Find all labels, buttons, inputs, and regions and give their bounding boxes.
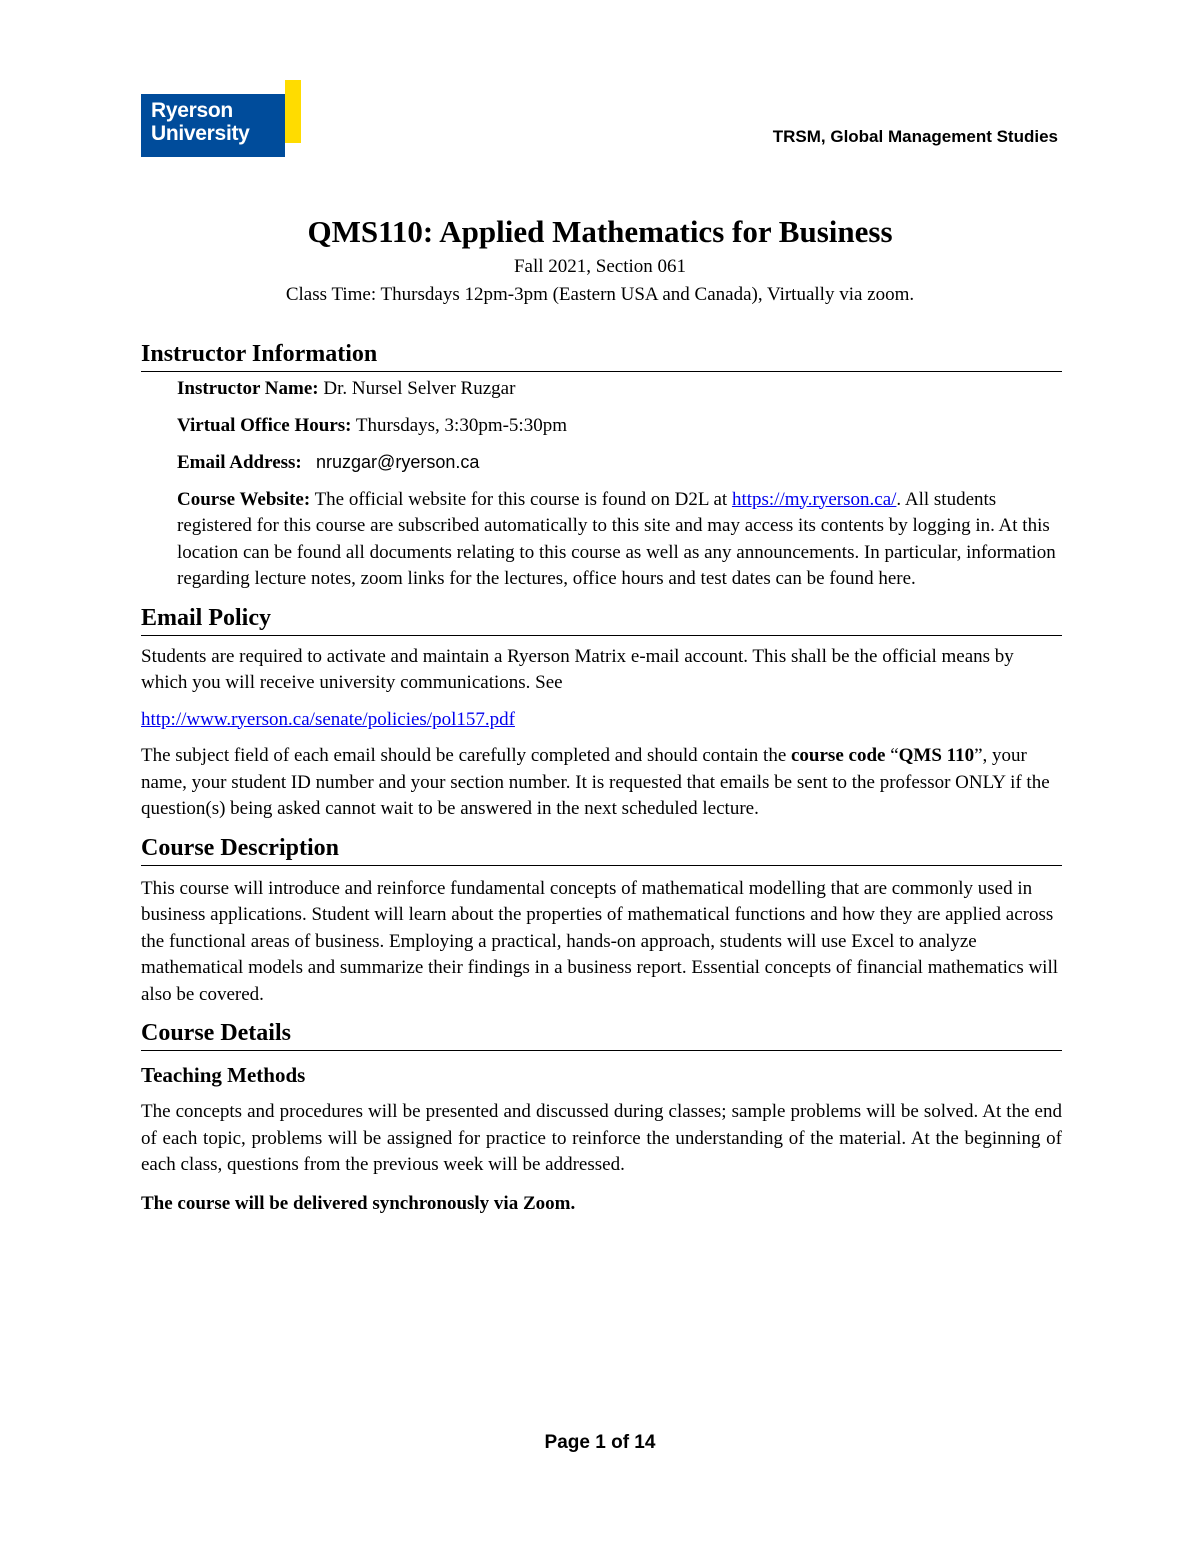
instructor-name [177, 376, 1062, 403]
class-time: Class Time: Thursdays 12pm-3pm (Eastern USA and Canada), Virtually via zoom. [285, 284, 915, 305]
zoom-delivery-note: The course will be delivered synchronously via Zoom. [141, 1192, 576, 1214]
website-text-2: . All students registered for this course are subscribed automatically to this site and may access its contents by logging in. At this location can be found all documents relating to this course as well as any announcements. In particular, information regarding lecture notes, zoom links for the lectures, office hours and test dates can be found here. [177, 488, 1056, 589]
logo-text [151, 99, 250, 145]
email-policy-para1: Students are required to activate and maintain a Ryerson Matrix e-mail account. This shall be the official means by which you will receive university communications. See [141, 645, 1014, 693]
para2-text-b: “ [885, 745, 899, 766]
logo-line-1: Ryerson [151, 99, 233, 122]
instructor-name-value: Dr. Nursel Selver Ruzgar [318, 378, 516, 399]
instructor-name-label: Instructor Name: [177, 378, 319, 399]
email-policy-para2 [141, 743, 1062, 823]
course-details-heading: Course Details [141, 1018, 1062, 1051]
course-website [177, 487, 1062, 593]
office-hours [177, 413, 1062, 440]
term-section: Fall 2021, Section 061 [513, 256, 687, 277]
email-policy-heading: Email Policy [141, 603, 1062, 636]
para2-qms-code: QMS 110 [898, 745, 975, 766]
para2-text-c: ”, your name, your student ID number and your section number. It is requested that emails be sent to the professor ONLY if the question(s) being asked cannot wait to be answered in the next scheduled lecture. [141, 745, 1050, 819]
policy-link[interactable]: http://www.ryerson.ca/senate/policies/pol157.pdf [141, 708, 515, 730]
office-hours-label: Virtual Office Hours: [177, 414, 352, 436]
email-address [177, 449, 1062, 477]
email-label: Email Address: [177, 452, 302, 473]
para2-text-a: The subject field of each email should be carefully completed and should contain the [141, 745, 791, 766]
course-description-text: This course will introduce and reinforce fundamental concepts of mathematical modelling that are commonly used in business applications. Student will learn about the properties of mathematical functions and how they are applied across the functional areas of business. Employing a practical, hands-on approach, students will use Excel to analyze mathematical models and summarize their findings in a business report. Essential concepts of financial mathematics will also be covered. [141, 877, 1059, 1005]
course-description-heading: Course Description [141, 833, 1062, 866]
university-logo [141, 80, 301, 157]
teaching-methods-text: The concepts and procedures will be presented and discussed during classes; sample problems will be solved. At the end of each topic, problems will be assigned for practice to reinforce the understanding of the material. At the beginning of each class, questions from the previous week will be addressed. [141, 1101, 1062, 1175]
website-text-1: The official website for this course is found on D2L at [310, 488, 732, 510]
page-number: Page 1 of 14 [544, 1432, 656, 1453]
department-label: TRSM, Global Management Studies [772, 127, 1058, 146]
website-link[interactable]: https://my.ryerson.ca/ [731, 488, 897, 510]
para2-course-code: course code [791, 745, 886, 766]
instructor-section [141, 376, 1062, 593]
office-hours-value: Thursdays, 3:30pm-5:30pm [351, 414, 567, 436]
teaching-methods-heading: Teaching Methods [141, 1063, 306, 1087]
document-title: QMS110: Applied Mathematics for Business [307, 214, 893, 249]
email-policy-link-line [141, 707, 1062, 734]
instructor-heading: Instructor Information [141, 339, 1062, 372]
document-body [141, 339, 1062, 1217]
logo-accent-bar [285, 80, 301, 143]
email-value: nruzgar@ryerson.ca [316, 452, 480, 472]
logo-line-2: University [151, 122, 250, 145]
website-label: Course Website: [177, 488, 311, 510]
